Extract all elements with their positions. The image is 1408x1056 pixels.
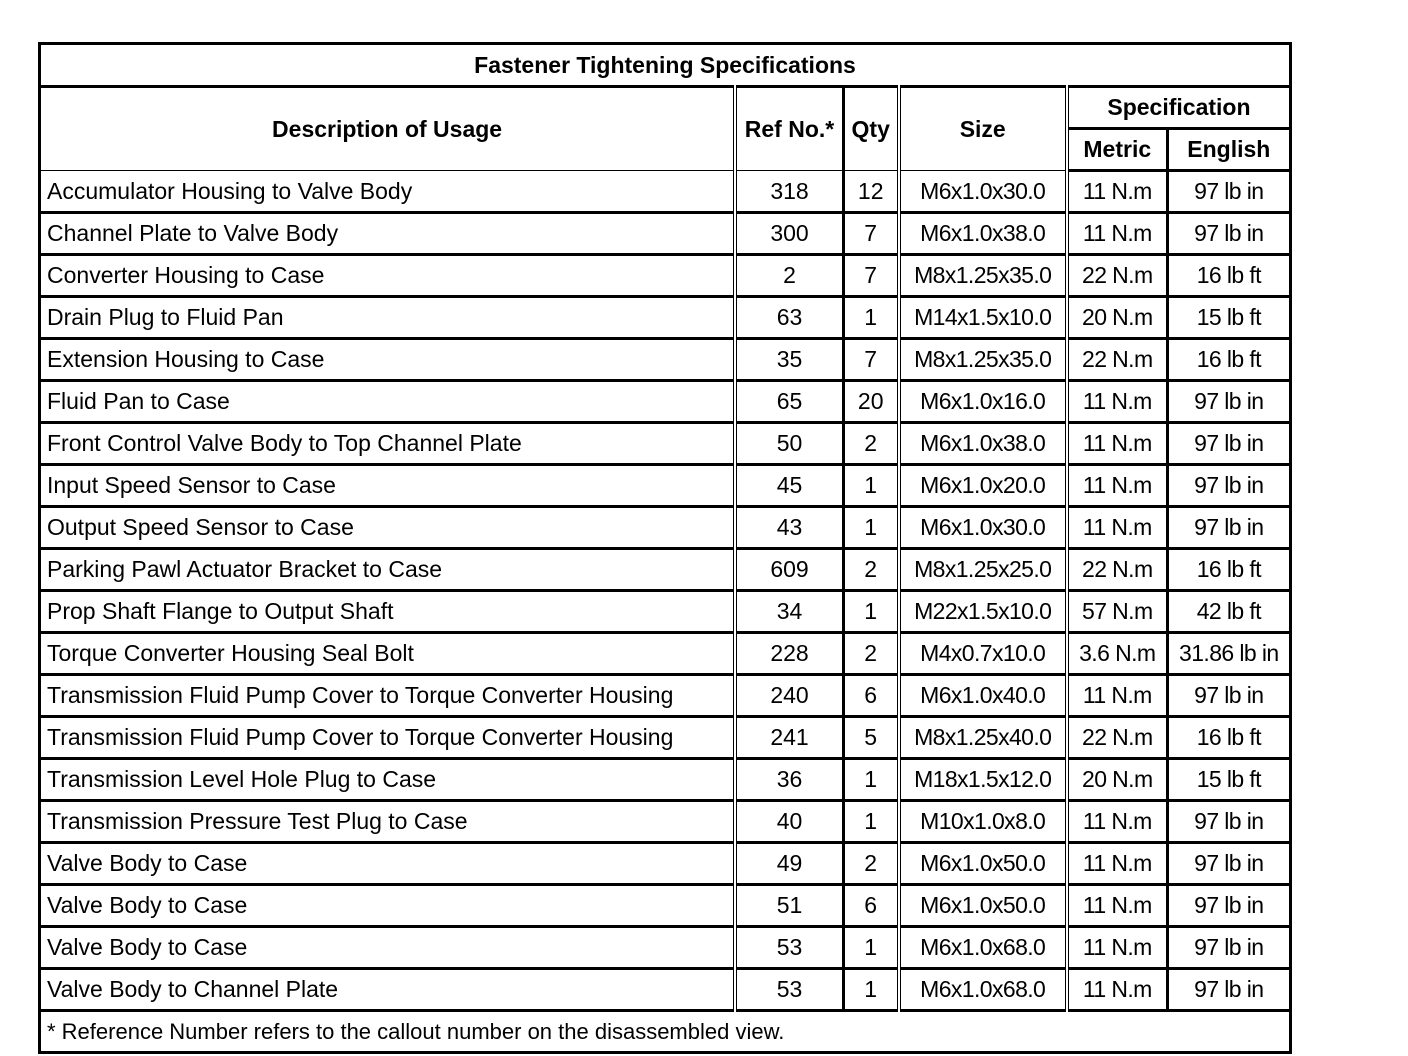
cell-size: M22x1.5x10.0: [899, 591, 1067, 633]
cell-english: 97 lb in: [1167, 423, 1290, 465]
table-row: [40, 885, 1291, 927]
table-row: [40, 549, 1291, 591]
cell-metric: 11 N.m: [1067, 171, 1167, 213]
header-metric: Metric: [1067, 129, 1167, 171]
cell-size: M6x1.0x38.0: [899, 213, 1067, 255]
cell-ref-no: 51: [735, 885, 843, 927]
cell-qty: 1: [843, 507, 898, 549]
cell-size: M6x1.0x40.0: [899, 675, 1067, 717]
table-title: Fastener Tightening Specifications: [40, 44, 1291, 87]
cell-size: M6x1.0x68.0: [899, 927, 1067, 969]
table-row: [40, 423, 1291, 465]
cell-english: 97 lb in: [1167, 213, 1290, 255]
cell-metric: 11 N.m: [1067, 423, 1167, 465]
cell-qty: 6: [843, 885, 898, 927]
cell-ref-no: 318: [735, 171, 843, 213]
cell-english: 31.86 lb in: [1167, 633, 1290, 675]
cell-metric: 22 N.m: [1067, 549, 1167, 591]
cell-description: Valve Body to Channel Plate: [40, 969, 736, 1011]
cell-description: Output Speed Sensor to Case: [40, 507, 736, 549]
cell-qty: 1: [843, 801, 898, 843]
cell-qty: 2: [843, 423, 898, 465]
cell-english: 16 lb ft: [1167, 339, 1290, 381]
cell-qty: 2: [843, 549, 898, 591]
fastener-spec-table: [38, 42, 1292, 1054]
table-row: [40, 255, 1291, 297]
cell-ref-no: 2: [735, 255, 843, 297]
cell-metric: 22 N.m: [1067, 339, 1167, 381]
cell-description: Transmission Level Hole Plug to Case: [40, 759, 736, 801]
table-row: [40, 339, 1291, 381]
cell-english: 97 lb in: [1167, 801, 1290, 843]
cell-metric: 22 N.m: [1067, 717, 1167, 759]
cell-ref-no: 53: [735, 927, 843, 969]
cell-qty: 12: [843, 171, 898, 213]
table-row: [40, 171, 1291, 213]
table-row: [40, 843, 1291, 885]
cell-ref-no: 53: [735, 969, 843, 1011]
cell-english: 97 lb in: [1167, 675, 1290, 717]
cell-size: M6x1.0x50.0: [899, 885, 1067, 927]
cell-size: M8x1.25x40.0: [899, 717, 1067, 759]
cell-metric: 20 N.m: [1067, 759, 1167, 801]
table-row: [40, 759, 1291, 801]
cell-qty: 1: [843, 465, 898, 507]
cell-size: M8x1.25x25.0: [899, 549, 1067, 591]
cell-description: Prop Shaft Flange to Output Shaft: [40, 591, 736, 633]
cell-qty: 7: [843, 255, 898, 297]
cell-english: 42 lb ft: [1167, 591, 1290, 633]
cell-english: 97 lb in: [1167, 465, 1290, 507]
cell-metric: 11 N.m: [1067, 465, 1167, 507]
cell-qty: 1: [843, 297, 898, 339]
table-row: [40, 717, 1291, 759]
cell-metric: 11 N.m: [1067, 927, 1167, 969]
cell-description: Fluid Pan to Case: [40, 381, 736, 423]
cell-ref-no: 35: [735, 339, 843, 381]
table-row: [40, 591, 1291, 633]
cell-ref-no: 228: [735, 633, 843, 675]
table-row: [40, 675, 1291, 717]
cell-english: 97 lb in: [1167, 927, 1290, 969]
cell-description: Front Control Valve Body to Top Channel Plate: [40, 423, 736, 465]
cell-metric: 11 N.m: [1067, 381, 1167, 423]
cell-ref-no: 65: [735, 381, 843, 423]
cell-english: 97 lb in: [1167, 885, 1290, 927]
cell-size: M18x1.5x12.0: [899, 759, 1067, 801]
cell-qty: 1: [843, 759, 898, 801]
cell-english: 15 lb ft: [1167, 759, 1290, 801]
cell-size: M6x1.0x20.0: [899, 465, 1067, 507]
cell-metric: 22 N.m: [1067, 255, 1167, 297]
cell-qty: 5: [843, 717, 898, 759]
cell-description: Transmission Pressure Test Plug to Case: [40, 801, 736, 843]
cell-description: Transmission Fluid Pump Cover to Torque Converter Housing: [40, 717, 736, 759]
cell-ref-no: 241: [735, 717, 843, 759]
cell-description: Parking Pawl Actuator Bracket to Case: [40, 549, 736, 591]
cell-english: 16 lb ft: [1167, 549, 1290, 591]
table-row: [40, 507, 1291, 549]
cell-ref-no: 34: [735, 591, 843, 633]
table-row: [40, 801, 1291, 843]
cell-metric: 20 N.m: [1067, 297, 1167, 339]
cell-english: 97 lb in: [1167, 381, 1290, 423]
cell-description: Valve Body to Case: [40, 885, 736, 927]
cell-english: 97 lb in: [1167, 507, 1290, 549]
cell-ref-no: 36: [735, 759, 843, 801]
cell-description: Converter Housing to Case: [40, 255, 736, 297]
header-specification: Specification: [1067, 87, 1291, 129]
cell-english: 97 lb in: [1167, 843, 1290, 885]
table-row: [40, 381, 1291, 423]
table-row: [40, 213, 1291, 255]
cell-size: M8x1.25x35.0: [899, 339, 1067, 381]
cell-qty: 6: [843, 675, 898, 717]
cell-qty: 20: [843, 381, 898, 423]
cell-ref-no: 45: [735, 465, 843, 507]
header-qty: Qty: [843, 87, 898, 171]
cell-english: 16 lb ft: [1167, 717, 1290, 759]
cell-metric: 11 N.m: [1067, 675, 1167, 717]
cell-qty: 2: [843, 843, 898, 885]
cell-english: 16 lb ft: [1167, 255, 1290, 297]
cell-description: Extension Housing to Case: [40, 339, 736, 381]
cell-qty: 7: [843, 339, 898, 381]
cell-qty: 1: [843, 969, 898, 1011]
cell-ref-no: 63: [735, 297, 843, 339]
cell-ref-no: 49: [735, 843, 843, 885]
table-body: [40, 171, 1291, 1011]
table-row: [40, 633, 1291, 675]
cell-size: M6x1.0x16.0: [899, 381, 1067, 423]
footnote: * Reference Number refers to the callout number on the disassembled view.: [40, 1011, 1291, 1053]
cell-qty: 2: [843, 633, 898, 675]
cell-size: M10x1.0x8.0: [899, 801, 1067, 843]
cell-description: Channel Plate to Valve Body: [40, 213, 736, 255]
cell-size: M6x1.0x30.0: [899, 507, 1067, 549]
cell-metric: 11 N.m: [1067, 885, 1167, 927]
cell-metric: 11 N.m: [1067, 801, 1167, 843]
cell-description: Transmission Fluid Pump Cover to Torque Converter Housing: [40, 675, 736, 717]
cell-metric: 11 N.m: [1067, 213, 1167, 255]
cell-description: Input Speed Sensor to Case: [40, 465, 736, 507]
cell-description: Drain Plug to Fluid Pan: [40, 297, 736, 339]
table-row: [40, 297, 1291, 339]
cell-metric: 11 N.m: [1067, 969, 1167, 1011]
cell-metric: 11 N.m: [1067, 843, 1167, 885]
cell-description: Valve Body to Case: [40, 843, 736, 885]
cell-qty: 1: [843, 927, 898, 969]
table-row: [40, 969, 1291, 1011]
cell-description: Valve Body to Case: [40, 927, 736, 969]
cell-ref-no: 300: [735, 213, 843, 255]
header-english: English: [1167, 129, 1290, 171]
header-size: Size: [899, 87, 1067, 171]
cell-ref-no: 609: [735, 549, 843, 591]
cell-size: M4x0.7x10.0: [899, 633, 1067, 675]
cell-size: M6x1.0x30.0: [899, 171, 1067, 213]
cell-english: 97 lb in: [1167, 171, 1290, 213]
cell-size: M8x1.25x35.0: [899, 255, 1067, 297]
cell-english: 97 lb in: [1167, 969, 1290, 1011]
cell-ref-no: 50: [735, 423, 843, 465]
cell-qty: 7: [843, 213, 898, 255]
cell-description: Torque Converter Housing Seal Bolt: [40, 633, 736, 675]
table-row: [40, 927, 1291, 969]
cell-metric: 57 N.m: [1067, 591, 1167, 633]
cell-size: M6x1.0x68.0: [899, 969, 1067, 1011]
cell-ref-no: 40: [735, 801, 843, 843]
cell-metric: 11 N.m: [1067, 507, 1167, 549]
cell-qty: 1: [843, 591, 898, 633]
cell-size: M6x1.0x38.0: [899, 423, 1067, 465]
header-ref-no: Ref No.*: [735, 87, 843, 171]
cell-ref-no: 43: [735, 507, 843, 549]
cell-size: M14x1.5x10.0: [899, 297, 1067, 339]
cell-size: M6x1.0x50.0: [899, 843, 1067, 885]
cell-english: 15 lb ft: [1167, 297, 1290, 339]
cell-metric: 3.6 N.m: [1067, 633, 1167, 675]
header-description: Description of Usage: [40, 87, 736, 171]
table-row: [40, 465, 1291, 507]
cell-description: Accumulator Housing to Valve Body: [40, 171, 736, 213]
cell-ref-no: 240: [735, 675, 843, 717]
